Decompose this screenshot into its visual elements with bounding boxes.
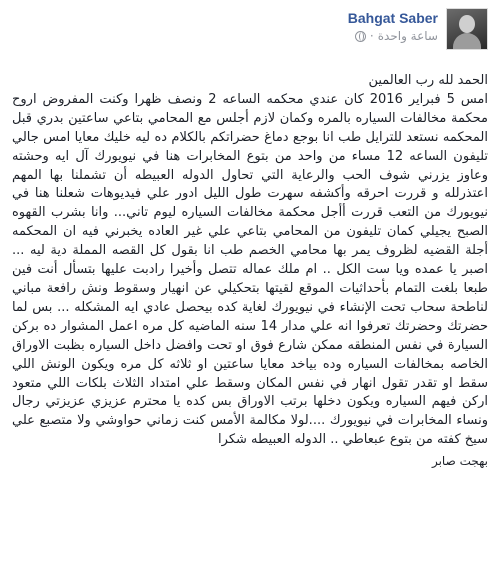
timestamp[interactable]: ساعة واحدة bbox=[377, 29, 438, 43]
avatar-body-shape bbox=[453, 33, 481, 50]
author-name[interactable]: Bahgat Saber bbox=[347, 10, 438, 26]
globe-icon[interactable] bbox=[355, 31, 366, 42]
post-paragraph-title: الحمد لله رب العالمين bbox=[368, 73, 488, 88]
post-paragraph-main: امس 5 فبراير 2016 كان عندي محكمه الساعه 2 ونصف ظهرا وكنت المفروض اروح محكمة مخالفات السياره بالمره وكمان لازم أجلس مع المحامي بتاعي ساعتين بدري قبل المحكمه نستعد للترايل طب انا بوجع دماغ حضراتكم بالكلام ده ليه خليك معايا امس جالي تليفون الساعه 12 مساء من واحد من بتوع المخابرات هنا في نيويورك آل ايه وحشته وعاوز يزرني شوف الحب والرعاية التي تحاول الدوله العبيطه أن تشملنا بها المهم اعتذرلله و قررت احرقه وأكشفه سهرت طول الليل ادور علي فيديوهات شعلنا هنا في نيويورك من التعب قررت أأجل محكمة مخالفات السياره ليوم تاني... وانا بشرب القهوه الصبح يجيلي كمان تليفون من المحامي بتاعي علي غير العاده يخبرني فيه ان المحكمه أجلة القضيه لظروف يمر بها محامي الخصم طب انا بقول كل القصه المملة دية ليه ... اصبر يا عمده ويا ست الكل .. ام ملك عماله تتصل وأخيرا رادبت عليها بتسأل أنت فين طبعا بلغت التمام بأحداثيات الموقع لقيتها بتحكيلي عن انهيار وسقوط ونش رافعة مباني لناطحة سحاب تحت الإنشاء في نيويورك لغاية كده بيحصل عادي ايه المشكله ... بس لما حضرتك وحضرتك تعرفوا انه علي مدار 14 سنه الماضيه كل مره اعمل المشوار ده بركن السيارة في نفس المنطقه ممكن شارع فوق او تحت وافضل داخل السياره بظبت الاوراق الخاصه بمخالفات السياره وده بياخد معايا ساعتين او ثلاثه كل مره ويكون الونش اللي سقط او تقدر تقول انهار في نفس المكان وسقط علي امتداد الثلاث بلكات اللي متعود اركن فيهم السياره ويكون دخلها برتب الاوراق بس كده يا محترم عزيزي عزيزتي رجال ونساء المخابرات في نيويورك ....لولا مكالمة الأمس كنت زماني حواوشي ولا متصبع علي سيخ كفته من بتوع عبعاطي .. الدوله العبيطه شكرا bbox=[12, 91, 488, 448]
post-body bbox=[12, 72, 488, 450]
post-meta: ساعة واحدة · bbox=[355, 29, 438, 43]
post-header bbox=[12, 8, 488, 68]
avatar-head-shape bbox=[459, 15, 475, 33]
avatar[interactable] bbox=[446, 8, 488, 50]
post-signature: بهجت صابر bbox=[431, 454, 488, 469]
